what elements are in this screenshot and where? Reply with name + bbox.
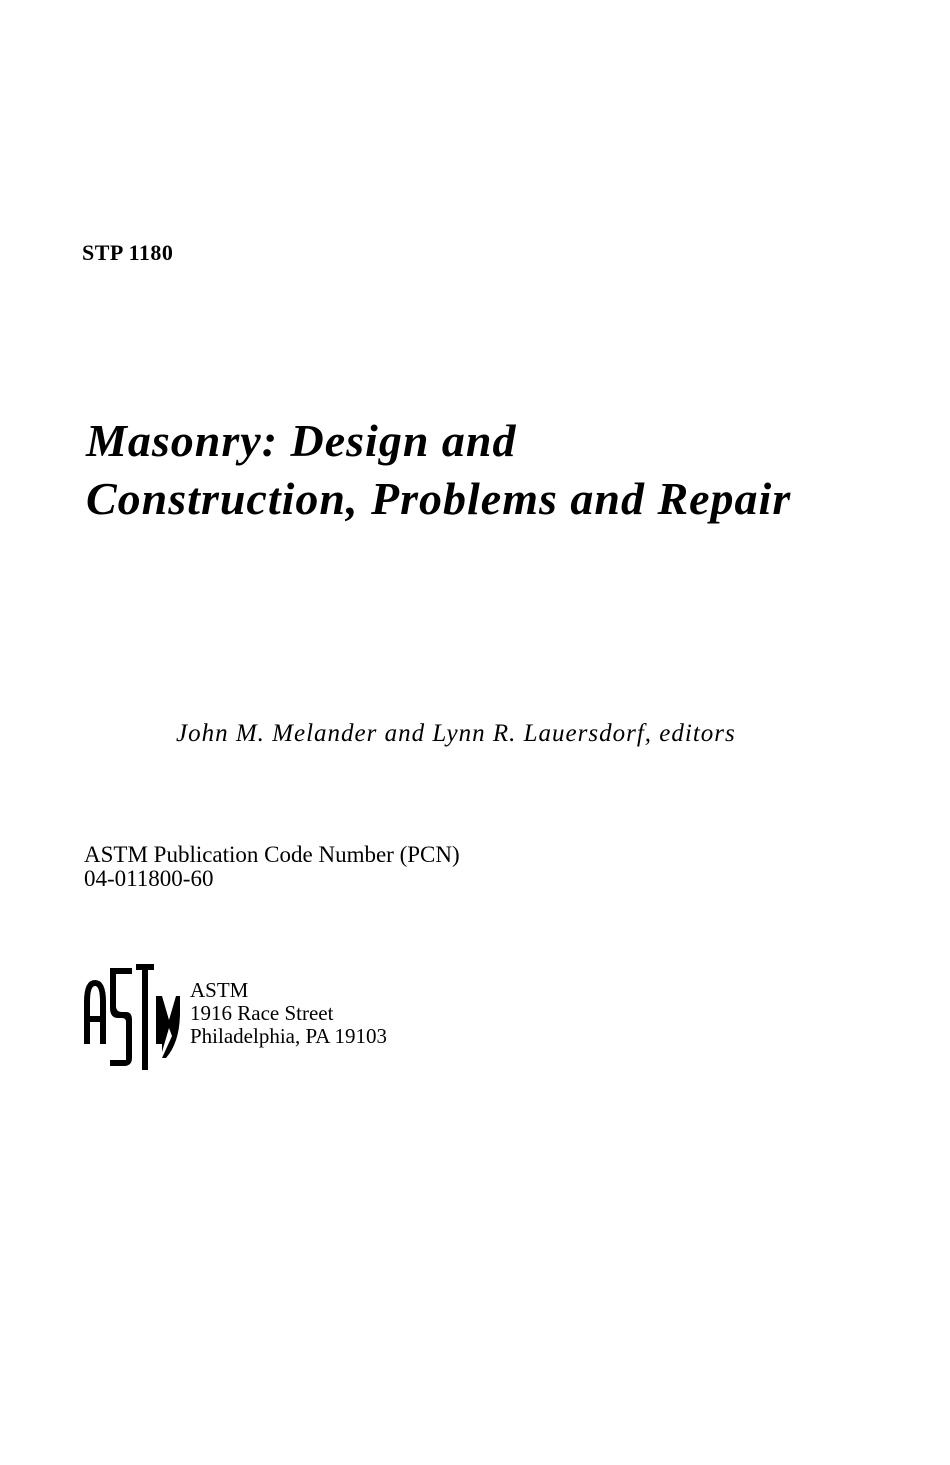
pcn-number: 04-011800-60 — [84, 866, 214, 891]
publisher-city: Philadelphia, PA 19103 — [190, 1024, 387, 1048]
publisher-name: ASTM — [190, 978, 249, 1002]
book-title — [86, 412, 791, 528]
series-number: STP 1180 — [82, 240, 174, 265]
publication-code — [84, 843, 460, 891]
publisher-address — [190, 979, 387, 1048]
astm-logo-icon — [82, 962, 182, 1072]
book-title-line-1: Masonry: Design and — [86, 415, 517, 466]
pcn-label: ASTM Publication Code Number (PCN) — [84, 842, 460, 867]
editors-line: John M. Melander and Lynn R. Lauersdorf, editors — [176, 720, 736, 747]
book-title-line-2: Construction, Problems and Repair — [86, 473, 792, 524]
publisher-street: 1916 Race Street — [190, 1001, 334, 1025]
